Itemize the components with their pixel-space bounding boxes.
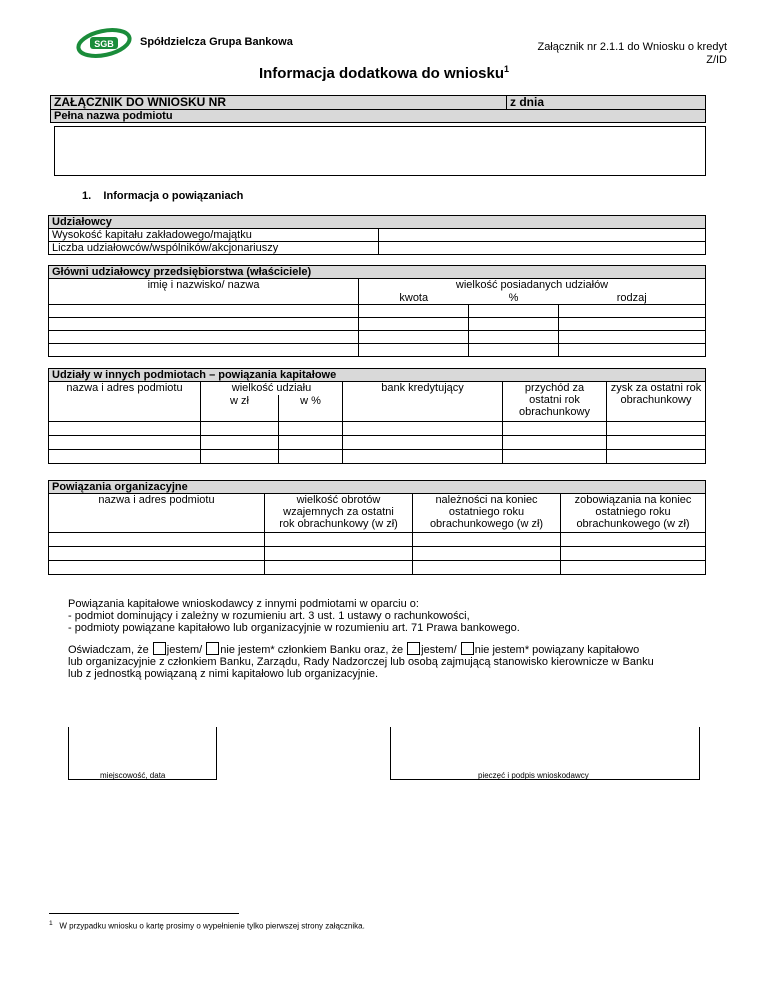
col-revenue-line2: ostatni rok bbox=[529, 394, 580, 406]
brand-name: Spółdzielcza Grupa Bankowa bbox=[140, 36, 293, 48]
footnote bbox=[49, 920, 365, 931]
related-no-checkbox[interactable] bbox=[461, 642, 474, 655]
shareholders-table bbox=[48, 215, 706, 255]
member-no-label: nie jestem* członkiem Banku oraz, że bbox=[220, 644, 404, 656]
sgb-logo bbox=[74, 28, 134, 58]
col-liabilities-line3: obrachunkowego (w zł) bbox=[576, 518, 690, 530]
shareholders-header: Udziałowcy bbox=[49, 216, 706, 229]
col-revenue-line3: obrachunkowy bbox=[519, 406, 590, 418]
table-cell[interactable] bbox=[559, 318, 706, 331]
table-cell[interactable] bbox=[49, 305, 359, 318]
col-profit-line2: obrachunkowy bbox=[620, 394, 692, 406]
table-cell[interactable] bbox=[201, 450, 279, 464]
table-cell[interactable] bbox=[359, 318, 469, 331]
member-yes-checkbox[interactable] bbox=[153, 642, 166, 655]
attachment-ref-line2: Z/ID bbox=[706, 54, 727, 66]
capital-input[interactable] bbox=[379, 229, 706, 242]
footnote-text: W przypadku wniosku o kartę prosimy o wypełnienie tylko pierwszej strony załącznika. bbox=[59, 921, 365, 931]
table-cell[interactable] bbox=[359, 331, 469, 344]
col-liabilities-line1: zobowiązania na koniec bbox=[574, 494, 692, 506]
table-cell[interactable] bbox=[279, 436, 343, 450]
title-footnote-mark: 1 bbox=[504, 64, 510, 74]
col-share-size: wielkość udziału bbox=[201, 382, 343, 395]
capital-label: Wysokość kapitału zakładowego/majątku bbox=[49, 229, 379, 242]
col-receivables bbox=[413, 494, 561, 533]
table-cell[interactable] bbox=[469, 344, 559, 357]
table-cell[interactable] bbox=[503, 422, 607, 436]
table-cell[interactable] bbox=[559, 331, 706, 344]
declaration-intro: Oświadczam, że bbox=[68, 644, 149, 656]
section-number: 1. bbox=[82, 190, 92, 202]
col-share-pct: w % bbox=[279, 395, 343, 422]
table-cell[interactable] bbox=[607, 436, 706, 450]
table-cell[interactable] bbox=[265, 547, 413, 561]
declaration bbox=[68, 642, 700, 680]
declaration-line3: lub z jednostką powiązaną z nimi kapitałowo lub organizacyjnie. bbox=[68, 668, 379, 680]
table-cell[interactable] bbox=[413, 547, 561, 561]
col-mutual-turnover-line3: rok obrachunkowy (w zł) bbox=[279, 518, 398, 530]
col-profit bbox=[607, 382, 706, 422]
member-yes-label: jestem/ bbox=[166, 644, 203, 656]
org-links-header: Powiązania organizacyjne bbox=[49, 481, 706, 494]
table-cell[interactable] bbox=[559, 344, 706, 357]
table-cell[interactable] bbox=[265, 533, 413, 547]
table-cell[interactable] bbox=[359, 305, 469, 318]
col-mutual-turnover bbox=[265, 494, 413, 533]
table-cell[interactable] bbox=[201, 422, 279, 436]
related-no-label: nie jestem* powiązany kapitałowo bbox=[474, 644, 640, 656]
col-profit-line1: zysk za ostatni rok bbox=[610, 382, 702, 394]
table-cell[interactable] bbox=[49, 561, 265, 575]
notes-line2: - podmiot dominujący i zależny w rozumieniu art. 3 ust. 1 ustawy o rachunkowości, bbox=[68, 610, 470, 622]
place-date-label: miejscowość, data bbox=[100, 771, 166, 780]
table-cell[interactable] bbox=[469, 331, 559, 344]
table-cell[interactable] bbox=[343, 450, 503, 464]
table-cell[interactable] bbox=[561, 561, 706, 575]
col-owner-name: imię i nazwisko/ nazwa bbox=[49, 279, 359, 305]
attachment-date-label[interactable]: z dnia bbox=[507, 96, 706, 110]
member-no-checkbox[interactable] bbox=[206, 642, 219, 655]
col-share-pln: w zł bbox=[201, 395, 279, 422]
notes-line1: Powiązania kapitałowe wnioskodawcy z innymi podmiotami w oparciu o: bbox=[68, 598, 419, 610]
table-cell[interactable] bbox=[469, 305, 559, 318]
capital-links-notes bbox=[68, 598, 700, 634]
col-receivables-line2: ostatniego roku bbox=[448, 506, 525, 518]
table-cell[interactable] bbox=[607, 422, 706, 436]
section-title: Informacja o powiązaniach bbox=[103, 190, 244, 202]
col-mutual-turnover-line1: wielkość obrotów bbox=[296, 494, 381, 506]
footnote-mark: 1 bbox=[49, 920, 53, 927]
logo-text: SGB bbox=[94, 39, 114, 49]
page-title bbox=[0, 64, 768, 82]
related-yes-checkbox[interactable] bbox=[407, 642, 420, 655]
col-type: rodzaj bbox=[559, 292, 706, 305]
shareholder-count-input[interactable] bbox=[379, 242, 706, 255]
table-cell[interactable] bbox=[469, 318, 559, 331]
notes-line3: - podmioty powiązane kapitałowo lub organizacyjnie w rozumieniu art. 71 Prawa bankowego. bbox=[68, 622, 520, 634]
table-cell[interactable] bbox=[49, 331, 359, 344]
capital-links-header: Udziały w innych podmiotach – powiązania kapitałowe bbox=[49, 369, 706, 382]
col-lending-bank: bank kredytujący bbox=[343, 382, 503, 422]
col-liabilities-line2: ostatniego roku bbox=[595, 506, 671, 518]
table-cell[interactable] bbox=[49, 533, 265, 547]
col-revenue bbox=[503, 382, 607, 422]
col-revenue-line1: przychód za bbox=[524, 382, 585, 394]
col-amount: kwota bbox=[359, 292, 469, 305]
table-cell[interactable] bbox=[359, 344, 469, 357]
table-cell[interactable] bbox=[279, 450, 343, 464]
footnote-divider bbox=[49, 913, 239, 914]
attachment-ref-line1: Załącznik nr 2.1.1 do Wniosku o kredyt bbox=[537, 41, 727, 53]
table-cell[interactable] bbox=[49, 318, 359, 331]
col-percent: % bbox=[469, 292, 559, 305]
table-cell[interactable] bbox=[265, 561, 413, 575]
shareholder-count-label: Liczba udziałowców/wspólników/akcjonariuszy bbox=[49, 242, 379, 255]
capital-links-table bbox=[48, 368, 706, 464]
col-mutual-turnover-line2: wzajemnych za ostatni bbox=[283, 506, 394, 518]
signature-label: pieczęć i podpis wnioskodawcy bbox=[478, 771, 589, 780]
table-cell[interactable] bbox=[49, 436, 201, 450]
attachment-number-label[interactable]: ZAŁĄCZNIK DO WNIOSKU NR bbox=[51, 96, 507, 110]
table-cell[interactable] bbox=[49, 450, 201, 464]
declaration-line2: lub organizacyjnie z członkiem Banku, Zarządu, Rady Nadzorczej lub osobą zajmującą stanowisko kierownicze w Banku bbox=[68, 656, 654, 668]
table-cell[interactable] bbox=[49, 344, 359, 357]
related-yes-label: jestem/ bbox=[421, 644, 457, 656]
full-name-input[interactable] bbox=[54, 126, 706, 176]
col-receivables-line3: obrachunkowego (w zł) bbox=[429, 518, 544, 530]
declaration-line1 bbox=[68, 642, 700, 656]
table-cell[interactable] bbox=[343, 436, 503, 450]
table-cell[interactable] bbox=[413, 561, 561, 575]
table-cell[interactable] bbox=[607, 450, 706, 464]
table-cell[interactable] bbox=[559, 305, 706, 318]
col-shares-held: wielkość posiadanych udziałów bbox=[359, 279, 706, 292]
col-receivables-line1: należności na koniec bbox=[435, 494, 538, 506]
table-cell[interactable] bbox=[561, 533, 706, 547]
main-shareholders-header: Główni udziałowcy przedsiębiorstwa (właściciele) bbox=[49, 266, 706, 279]
org-links-table bbox=[48, 480, 706, 575]
table-cell[interactable] bbox=[561, 547, 706, 561]
attachment-header-table bbox=[50, 95, 706, 123]
table-cell[interactable] bbox=[413, 533, 561, 547]
title-text: Informacja dodatkowa do wniosku bbox=[258, 65, 505, 82]
table-cell[interactable] bbox=[343, 422, 503, 436]
table-cell[interactable] bbox=[503, 450, 607, 464]
table-cell[interactable] bbox=[49, 422, 201, 436]
full-name-label: Pełna nazwa podmiotu bbox=[51, 110, 706, 123]
col-liabilities bbox=[561, 494, 706, 533]
table-cell[interactable] bbox=[279, 422, 343, 436]
table-cell[interactable] bbox=[503, 436, 607, 450]
col-entity-name: nazwa i adres podmiotu bbox=[49, 382, 201, 422]
table-cell[interactable] bbox=[201, 436, 279, 450]
table-cell[interactable] bbox=[49, 547, 265, 561]
section-heading bbox=[82, 190, 243, 202]
main-shareholders-table bbox=[48, 265, 706, 357]
col-org-entity-name: nazwa i adres podmiotu bbox=[49, 494, 265, 533]
